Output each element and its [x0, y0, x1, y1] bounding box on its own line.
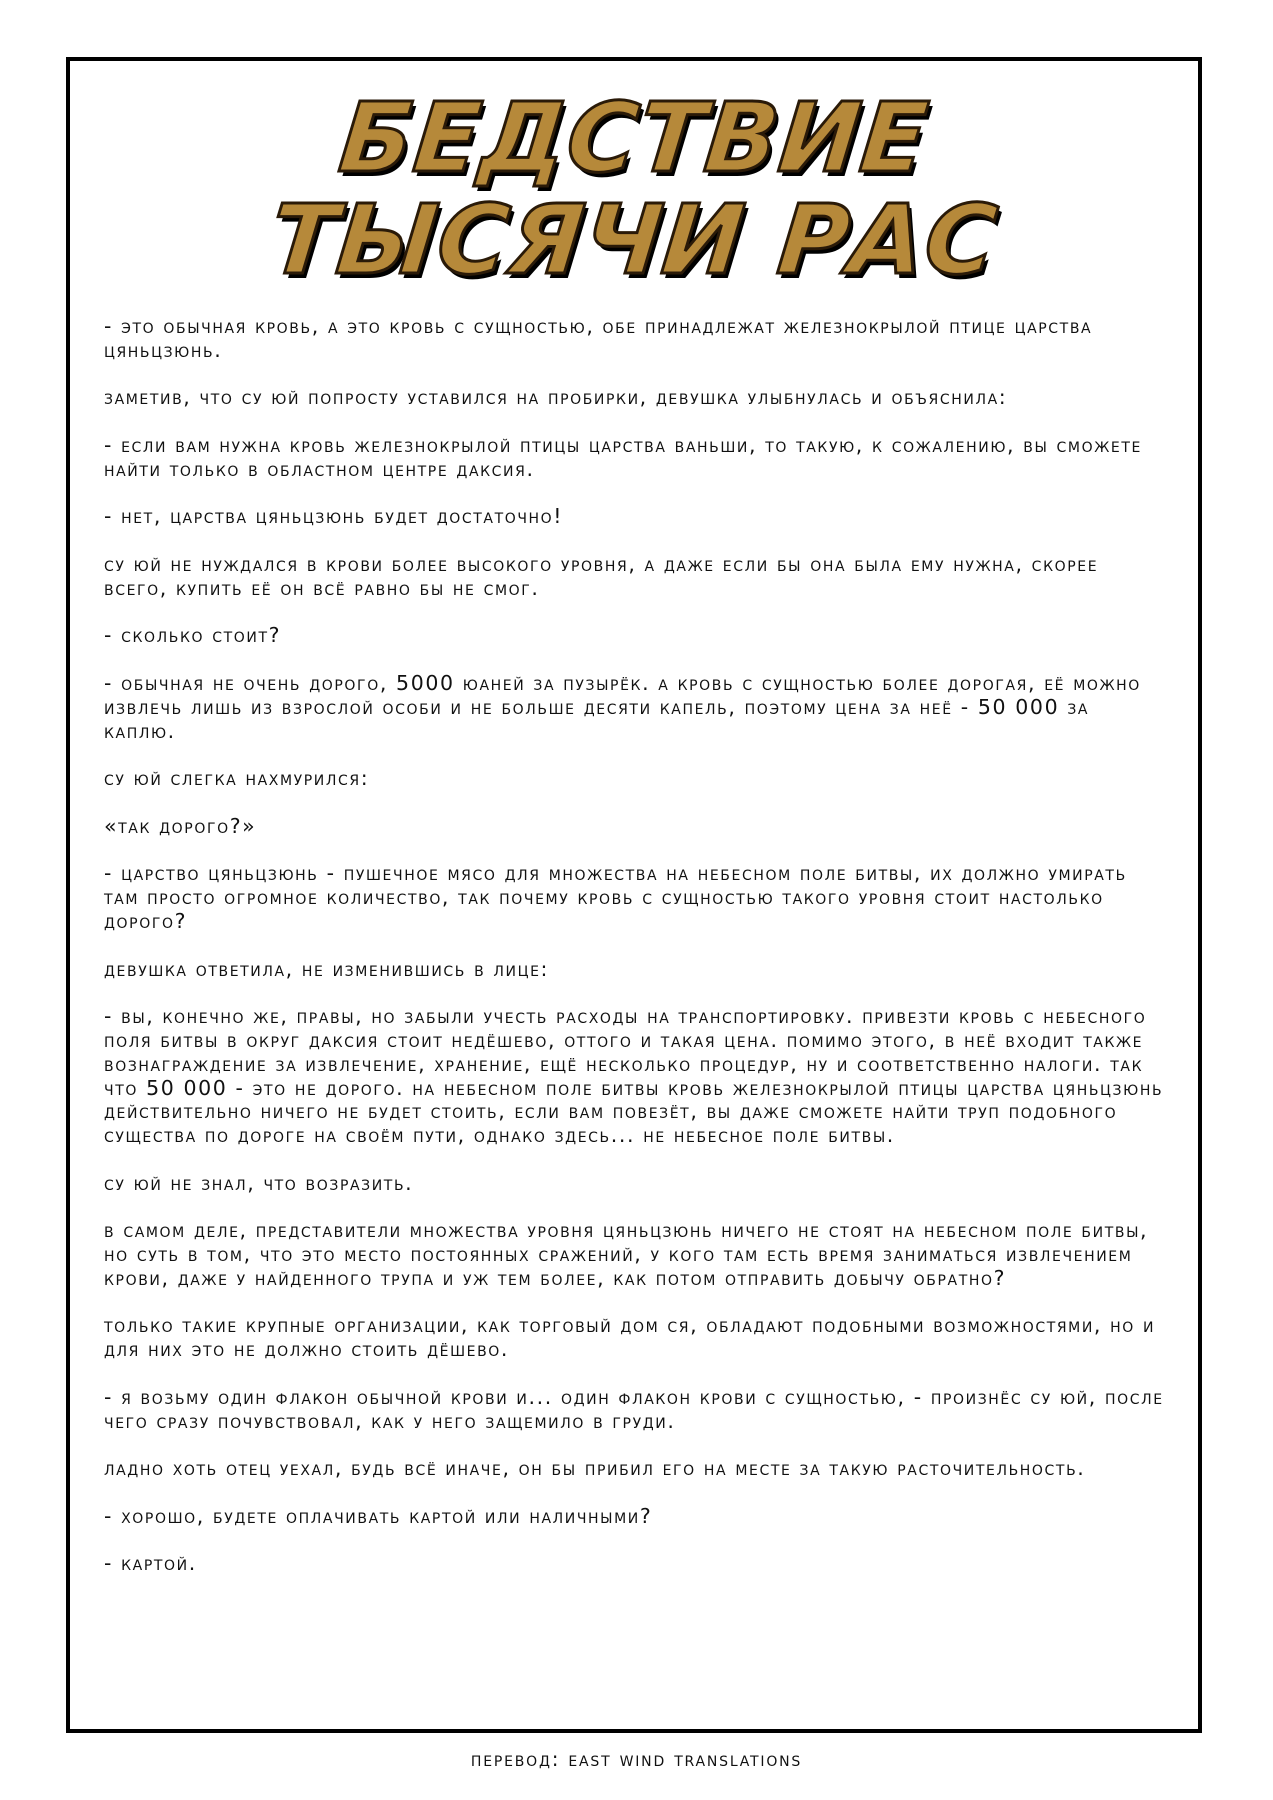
paragraph: - обычная не очень дорого, 5000 юаней за пузырёк. а кровь с сущностью более дорогая, её можно извлечь лишь из взрослой особи и не больше десяти капель, поэтому цена за неё - 50 000 за каплю. — [104, 670, 1141, 743]
paragraph: - это обычная кровь, а это кровь с сущностью, обе принадлежат железнокрылой птице царства цяньцзюнь. — [104, 314, 1093, 362]
paragraph: су юй слегка нахмурился: — [104, 766, 370, 791]
paragraph: ладно хоть отец уехал, будь всё иначе, он бы прибил его на месте за такую расточительность. — [104, 1456, 1086, 1481]
page-title — [70, 82, 1198, 296]
title-line-2: ТЫСЯЧИ РАС — [265, 184, 1003, 296]
paragraph: «так дорого?» — [104, 813, 257, 838]
paragraph: - я возьму один флакон обычной крови и... один флакон крови с сущностью, - произнёс су юй, после чего сразу почувствовал, как у него защемило в груди. — [104, 1384, 1164, 1433]
paragraph: в самом деле, представители множества уровня цяньцзюнь ничего не стоят на небесном поле битвы, но суть в том, что это место постоянных сражений, у кого там есть время заниматься извлечением крови, даже у найденного трупа и уж тем более, как потом отправить добычу обратно? — [104, 1218, 1149, 1290]
paragraph: - если вам нужна кровь железнокрылой птицы царства ваньши, то такую, к сожалению, вы сможете найти только в областном центре даксия. — [104, 432, 1142, 481]
paragraph: - царство цяньцзюнь - пушечное мясо для множества на небесном поле битвы, их должно умирать там просто огромное количество, так почему кровь с сущностью такого уровня стоит настолько дорого? — [104, 861, 1127, 933]
page-frame — [66, 57, 1202, 1733]
paragraph: су юй не нуждался в крови более высокого уровня, а даже если бы она была ему нужна, скорее всего, купить её он всё равно бы не смог. — [104, 551, 1099, 600]
paragraph: заметив, что су юй попросту уставился на пробирки, девушка улыбнулась и объяснила: — [104, 385, 1008, 410]
paragraph: девушка ответила, не изменившись в лице: — [104, 956, 550, 981]
chapter-text — [104, 315, 1168, 1600]
title-line-1: БЕДСТВИЕ — [334, 82, 934, 194]
paragraph: - хорошо, будете оплачивать картой или наличными? — [104, 1503, 653, 1528]
paragraph: - картой. — [104, 1551, 197, 1576]
paragraph: только такие крупные организации, как торговый дом ся, обладают подобными возможностями, но и для них это не должно стоить дёшево. — [104, 1313, 1156, 1362]
paragraph: - нет, царства цяньцзюнь будет достаточно! — [104, 504, 564, 529]
paragraph: су юй не знал, что возразить. — [104, 1170, 414, 1195]
paragraph: - сколько стоит? — [104, 623, 282, 648]
paragraph: - вы, конечно же, правы, но забыли учесть расходы на транспортировку. привезти кровь с небесного поля битвы в округ даксия стоит недёшево, оттого и такая цена. помимо этого, в неё входит также вознаграждение за извлечение, хранение, ещё несколько процедур, ну и соответственно налоги. так что 50 000 - это не дорого. на небесном поле битвы кровь железнокрылой птицы царства цяньцзюнь действительно ничего не будет стоить, если вам повезёт, вы даже сможете найти труп подобного существа по дороге на своём пути, однако здесь... не небесное поле битвы. — [104, 1004, 1164, 1148]
translation-credit: перевод: east wind translations — [470, 1747, 803, 1771]
